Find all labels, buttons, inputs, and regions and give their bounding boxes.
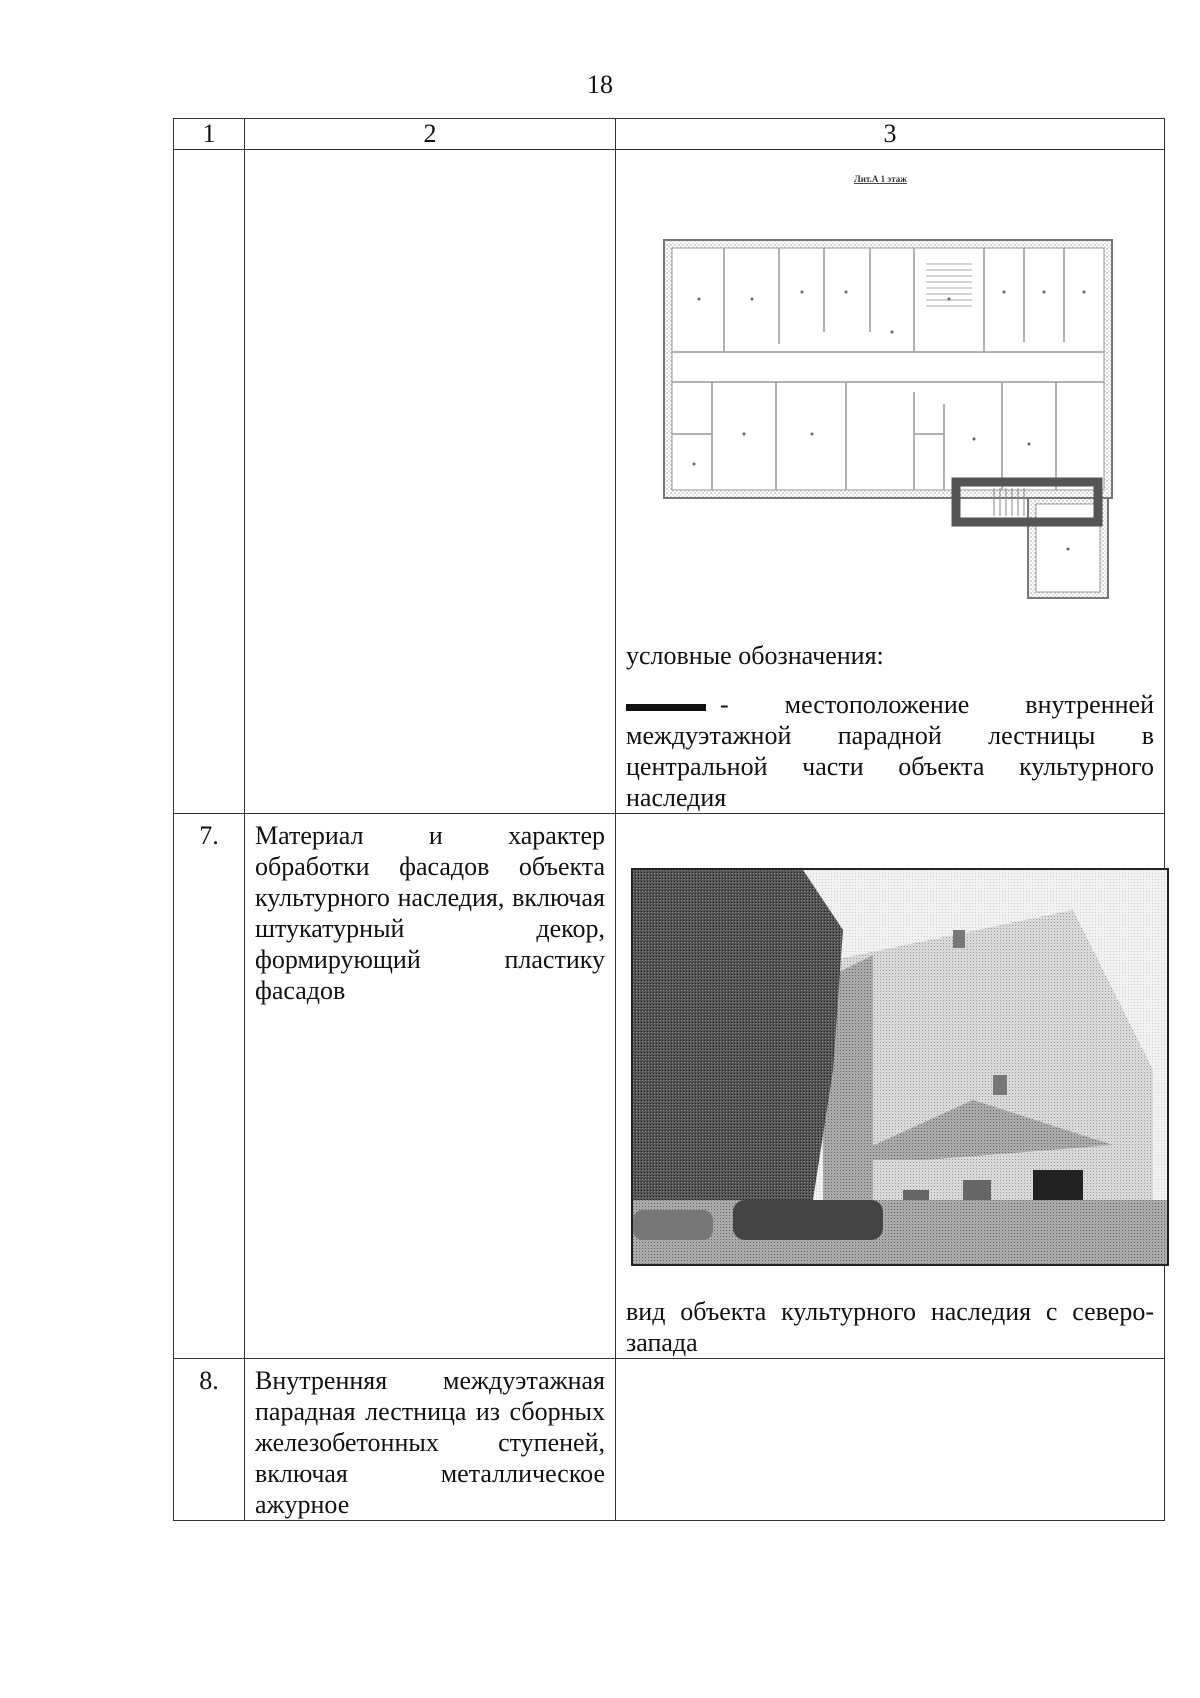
header-col-1: 1 (174, 119, 245, 150)
legend-title: условные обозначения: (626, 641, 884, 670)
header-col-3: 3 (616, 119, 1165, 150)
legend-line-icon (626, 704, 706, 711)
photo-caption: вид объекта культурного наследия с северо-запада (626, 1297, 1154, 1357)
table-header-row (174, 119, 1165, 150)
attribute-table (173, 118, 1165, 1521)
row-figure-cell (616, 1359, 1165, 1521)
row-description (245, 814, 616, 1359)
table-row (174, 150, 1165, 814)
row-figure-cell (616, 814, 1165, 1359)
header-col-2: 2 (245, 119, 616, 150)
floor-plan-figure (626, 150, 1154, 640)
building-photo-image (633, 870, 1167, 1264)
page-number: 18 (587, 70, 613, 99)
plan-title: Лит.А 1 этаж (854, 174, 907, 184)
table-row (174, 814, 1165, 1359)
row-description (245, 150, 616, 814)
legend-entry (626, 689, 1154, 813)
row-number (174, 150, 245, 814)
row-description-text: Внутренняя междуэтажная парадная лестница из сборных железобетонных ступеней, включая металлическое ажурное (255, 1366, 605, 1519)
legend-text: - местоположение внутренней междуэтажной парадной лестницы в центральной части объекта культурного наследия (626, 690, 1154, 812)
row-number: 8. (174, 1359, 245, 1521)
building-photo (631, 868, 1169, 1266)
table-row (174, 1359, 1165, 1521)
floor-plan-drawing (654, 164, 1164, 644)
row-description (245, 1359, 616, 1521)
row-figure-cell (616, 150, 1165, 814)
row-description-text: Материал и характер обработки фасадов объекта культурного наследия, включая штукатурный декор, формирующий пластику фасадов (255, 821, 605, 1005)
row-number: 7. (174, 814, 245, 1359)
